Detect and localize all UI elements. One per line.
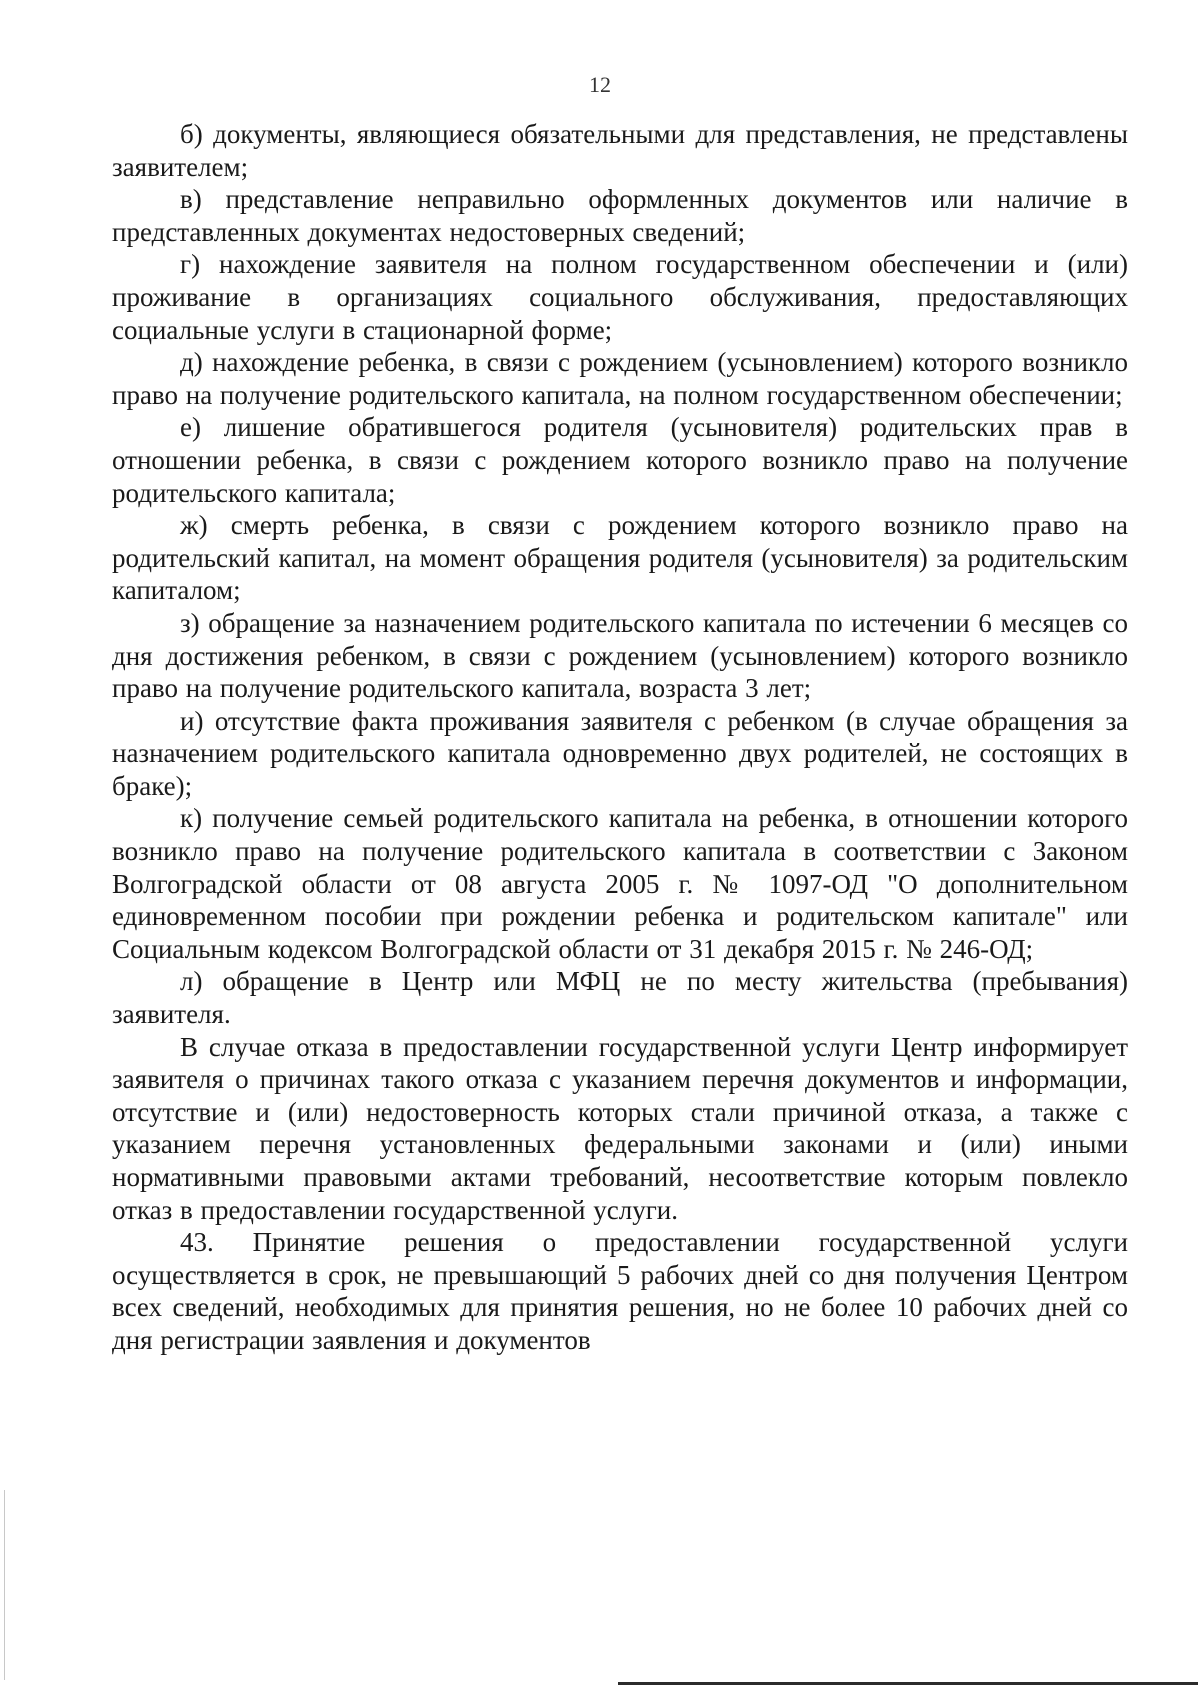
paragraph-z: з) обращение за назначением родительского капитала по истечении 6 месяцев со дня достижения ребенком, в связи с рождением (усыновлением) которого возникло право на получение родительского капитала, возраста 3 лет;: [112, 607, 1128, 704]
paragraph-e: е) лишение обратившегося родителя (усыновителя) родительских прав в отношении ребенка, в связи с рождением которого возникло право на получение родительского капитала;: [112, 412, 1128, 508]
document-body: [112, 118, 1128, 1357]
paragraph-zh: ж) смерть ребенка, в связи с рождением которого возникло право на родительский капитал, на момент обращения родителя (усыновителя) за родительским капиталом;: [112, 510, 1128, 606]
paragraph-d: д) нахождение ребенка, в связи с рождением (усыновлением) которого возникло право на получение родительского капитала, на полном государственном обеспечении;: [112, 347, 1128, 410]
paragraph-i: и) отсутствие факта проживания заявителя с ребенком (в случае обращения за назначением родительского капитала одновременно двух родителей, не состоящих в браке);: [112, 705, 1128, 801]
paragraph-k: к) получение семьей родительского капитала на ребенка, в отношении которого возникло право на получение родительского капитала в соответствии с Законом Волгоградской области от 08 августа 2005 г. № 1097-ОД "О дополнительном единовременном пособии при рождении ребенка и родительском капитале" или Социальным кодексом Волгоградской области от 31 декабря 2015 г. № 246-ОД;: [112, 803, 1128, 964]
paragraph-l: л) обращение в Центр или МФЦ не по месту жительства (пребывания) заявителя.: [112, 966, 1128, 1030]
paragraph-b: б) документы, являющиеся обязательными для представления, не представлены заявителем;: [112, 119, 1128, 182]
page-number: 12: [589, 72, 611, 97]
paragraph-refusal-notice: В случае отказа в предоставлении государственной услуги Центр информирует заявителя о причинах такого отказа с указанием перечня документов и информации, отсутствие и (или) недостоверность которых стали причиной отказа, а также с указанием перечня установленных федеральными законами и (или) иными нормативными правовыми актами требований, несоответствие которым повлекло отказ в предоставлении государственной услуги.: [112, 1031, 1128, 1225]
paragraph-43: 43. Принятие решения о предоставлении государственной услуги осуществляется в срок, не превышающий 5 рабочих дней со дня получения Центром всех сведений, необходимых для принятия решения, но не более 10 рабочих дней со дня регистрации заявления и документов: [112, 1227, 1128, 1355]
paragraph-v: в) представление неправильно оформленных документов или наличие в представленных документах недостоверных сведений;: [112, 184, 1128, 247]
scan-bottom-border: [618, 1682, 1198, 1685]
scan-edge-mark: [4, 1490, 5, 1680]
paragraph-g: г) нахождение заявителя на полном государственном обеспечении и (или) проживание в организациях социального обслуживания, предоставляющих социальные услуги в стационарной форме;: [112, 249, 1128, 345]
